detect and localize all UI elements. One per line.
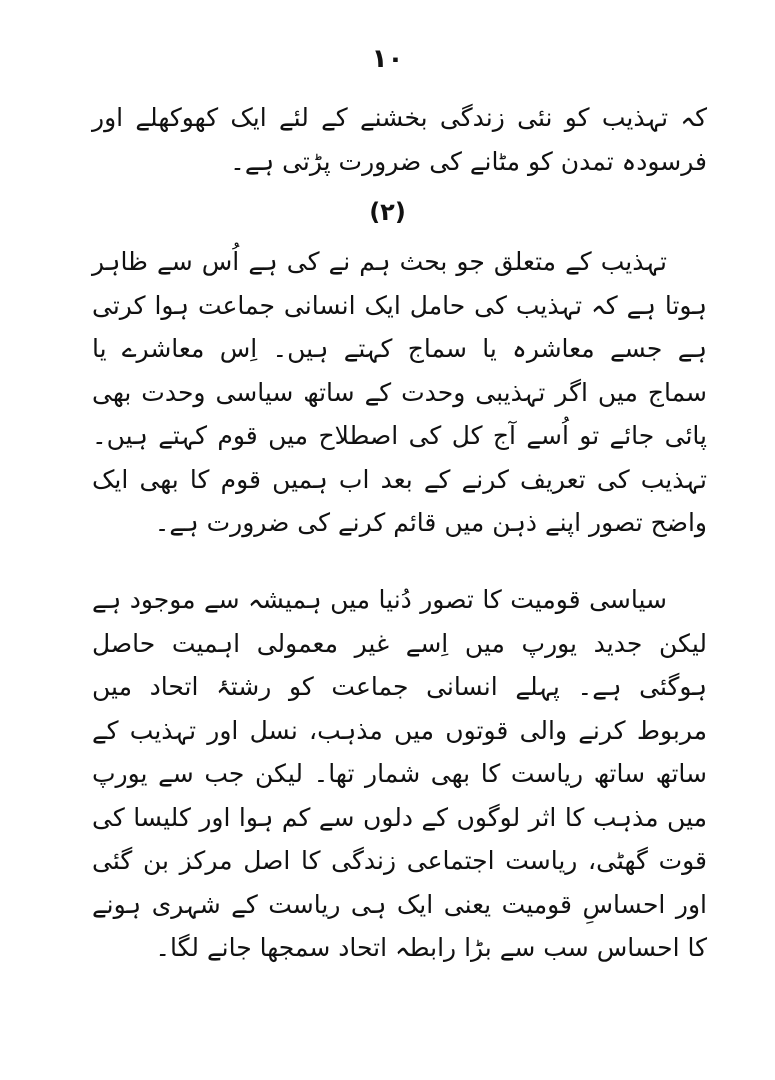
page-number: ۱۰ bbox=[371, 44, 404, 74]
paragraph-political-nationalism bbox=[92, 578, 707, 970]
section-number: (۲) bbox=[369, 198, 406, 226]
paragraph-continuation: کہ تہذیب کو نئی زندگی بخشنے کے لئے ایک کھوکھلے اور فرسودہ تمدن کو مٹانے کی ضرورت پڑتی ہے۔ bbox=[92, 103, 707, 176]
paragraph-text: سیاسی قومیت کا تصور دُنیا میں ہمیشہ سے موجود ہے لیکن جدید یورپ میں اِسے غیر معمولی اہمیت حاصل ہوگئی ہے۔ پہلے انسانی جماعت کو رشتۂ اتحاد میں مربوط کرنے والی قوتوں میں مذہب، نسل اور تہذیب کے ساتھ ساتھ ریاست کا بھی شمار تھا۔ لیکن جب سے یورپ میں مذہب کا اثر لوگوں کے دلوں سے کم ہوا اور کلیسا کی قوت گھٹی، ریاست اجتماعی زندگی کا اصل مرکز بن گئی اور احساسِ قومیت یعنی ایک ہی ریاست کے شہری ہونے کا احساس سب سے بڑا رابطہ اتحاد سمجھا جانے لگا۔ bbox=[92, 585, 707, 962]
paragraph-text: تہذیب کے متعلق جو بحث ہم نے کی ہے اُس سے ظاہر ہوتا ہے کہ تہذیب کی حامل ایک انسانی جماعت ہوا کرتی ہے جسے معاشرہ یا سماج کہتے ہیں۔ اِس معاشرے یا سماج میں اگر تہذیبی وحدت کے ساتھ سیاسی وحدت بھی پائی جائے تو اُسے آج کل کی اصطلاح میں قوم کہتے ہیں۔ تہذیب کی تعریف کرنے کے بعد اب ہمیں قوم کا بھی ایک واضح تصور اپنے ذہن میں قائم کرنے کی ضرورت ہے۔ bbox=[92, 247, 707, 537]
paragraph-nation-definition bbox=[92, 240, 707, 545]
